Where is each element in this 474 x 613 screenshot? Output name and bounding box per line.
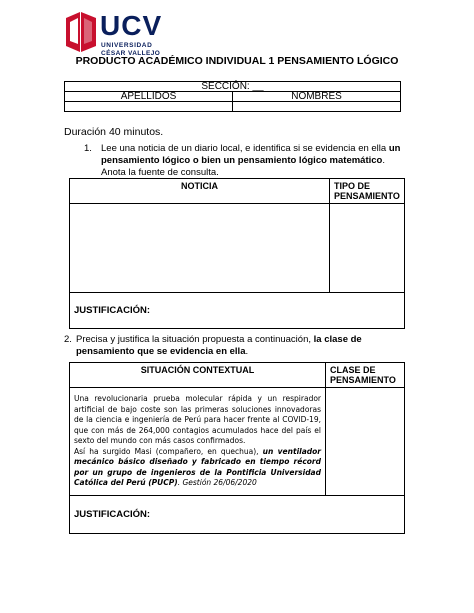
page-title: PRODUCTO ACADÉMICO INDIVIDUAL 1 PENSAMIENTO LÓGICO xyxy=(75,55,399,67)
logo-line1: UNIVERSIDAD xyxy=(101,42,153,49)
names-input-cell[interactable] xyxy=(233,102,401,112)
duration-text: Duración 40 minutos. xyxy=(64,126,164,138)
situation-paragraph-1: Una revolucionaria prueba molecular rápida y un respirador artificial de bajo coste son las primeras soluciones innovadoras de la ciencia e ingeniería de Perú para hacer frente al COVID-19, que con más de 264,000 contagios acumulados hace del país el sexto del mundo con más casos confirmados. xyxy=(74,394,321,445)
situation-text-cell xyxy=(70,388,326,496)
news-header: NOTICIA xyxy=(70,179,330,204)
justification-label-2: JUSTIFICACIÓN: xyxy=(74,509,150,520)
thought-class-cell[interactable] xyxy=(326,388,405,496)
situation-header: SITUACIÓN CONTEXTUAL xyxy=(70,363,326,388)
logo-line2: CÉSAR VALLEJO xyxy=(101,50,161,57)
section-cell[interactable]: SECCIÓN: __ xyxy=(65,82,401,92)
news-content-cell[interactable] xyxy=(70,204,330,293)
surname-input-cell[interactable] xyxy=(65,102,233,112)
student-id-table xyxy=(64,81,401,112)
names-header: NOMBRES xyxy=(233,92,401,102)
question-1-number: 1. xyxy=(84,143,92,154)
question-1-text: Lee una noticia de un diario local, e identifica si se evidencia en ella un pensamiento lógico o bien un pensamiento lógico matemático. Anota la fuente de consulta. xyxy=(101,143,401,178)
situation-paragraph-2: Así ha surgido Masi (compañero, en quechua), un ventilador mecánico básico diseñado y fabricado en tiempo récord por un grupo de ingenieros de la Pontificia Universidad Católica del Perú (PUCP). Gestión 26/06/2020 xyxy=(74,446,321,487)
news-table xyxy=(69,178,405,329)
question-2-text: Precisa y justifica la situación propuesta a continuación, la clase de pensamiento que se evidencia en ella. xyxy=(76,334,362,357)
question-2-number: 2. xyxy=(64,334,72,345)
justification-cell-2[interactable] xyxy=(70,496,405,534)
logo-brand: UCV xyxy=(100,10,163,41)
ucv-logo xyxy=(64,10,184,56)
thought-class-header: CLASE DE PENSAMIENTO xyxy=(326,363,405,388)
justification-cell-1[interactable] xyxy=(70,293,405,329)
thinking-type-cell[interactable] xyxy=(330,204,405,293)
ucv-emblem-icon xyxy=(64,10,98,54)
thinking-type-header: TIPO DE PENSAMIENTO xyxy=(330,179,405,204)
surname-header: APELLIDOS xyxy=(65,92,233,102)
situation-table xyxy=(69,362,405,534)
justification-label-1: JUSTIFICACIÓN: xyxy=(74,305,150,316)
